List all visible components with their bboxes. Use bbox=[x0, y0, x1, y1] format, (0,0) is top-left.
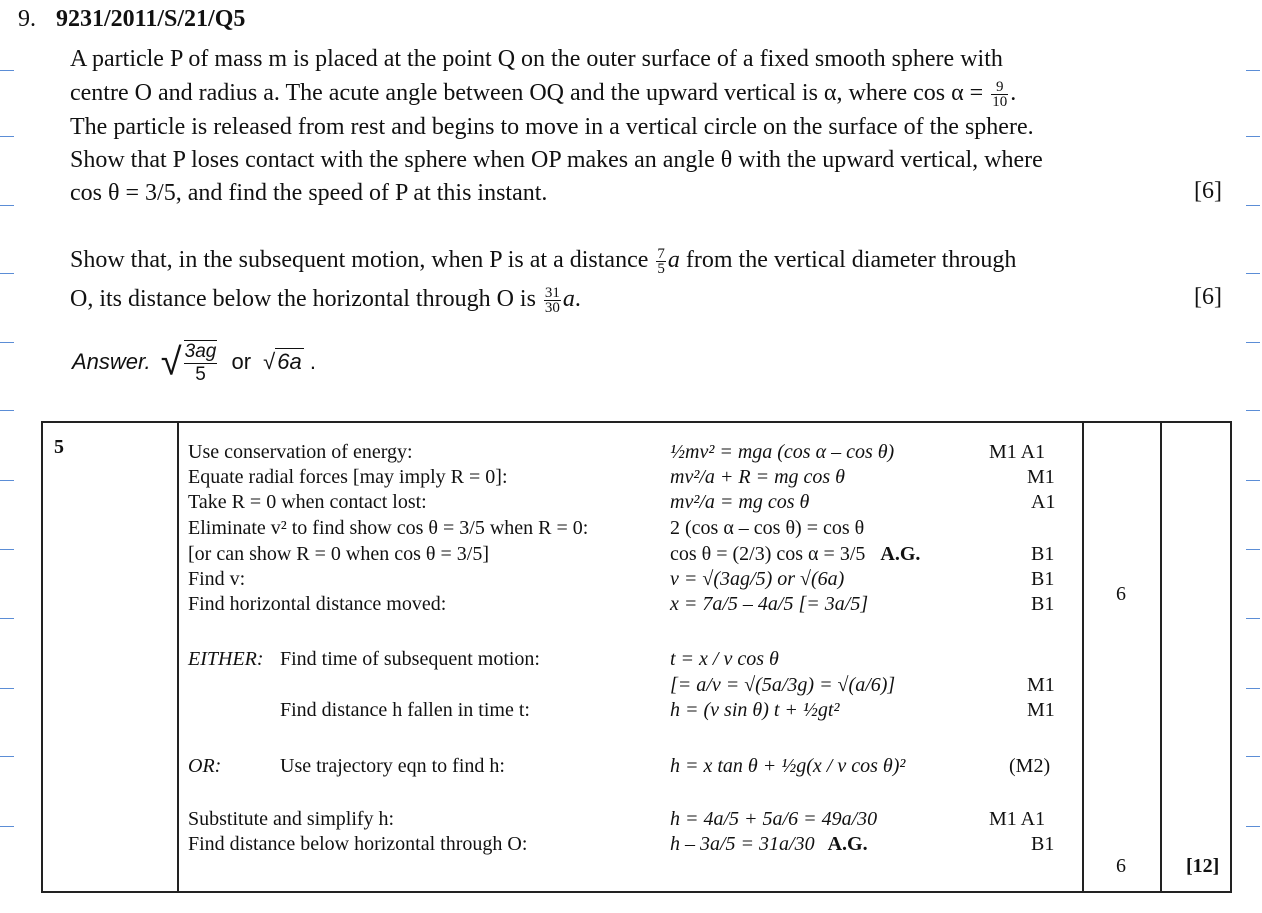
answer-line: Answer. √ $\frac{3ag}{5}$ or √6a . bbox=[72, 341, 316, 385]
ms-mark: M1 A1 bbox=[989, 441, 1046, 463]
question-code: 9231/2011/S/21/Q5 bbox=[56, 6, 246, 32]
ms-work: [= a/v = √(5a/3g) = √(a/6)] bbox=[670, 674, 896, 696]
question-heading bbox=[18, 6, 245, 33]
margin-dash bbox=[0, 205, 14, 206]
subtotal-1: 6 bbox=[1116, 583, 1126, 605]
ms-desc: Take R = 0 when contact lost: bbox=[188, 491, 427, 513]
margin-dash bbox=[0, 410, 14, 411]
part2-marks: [6] bbox=[1194, 284, 1222, 310]
ms-mark: (M2) bbox=[1009, 755, 1051, 777]
ms-mark: B1 bbox=[1031, 593, 1055, 615]
ms-work: mv²/a = mg cos θ bbox=[670, 491, 810, 513]
margin-dash bbox=[1246, 688, 1260, 689]
question-line-2: centre O and radius a. The acute angle between OQ and the upward vertical is α, where cos α = $\frac{9}{10}$ . bbox=[70, 78, 1017, 110]
margin-dash bbox=[0, 688, 14, 689]
question-text: from the vertical diameter through bbox=[685, 247, 1017, 273]
margin-dash bbox=[1246, 205, 1260, 206]
ms-mark: B1 bbox=[1031, 543, 1055, 565]
margin-dash bbox=[0, 70, 14, 71]
margin-dash bbox=[1246, 70, 1260, 71]
ms-work: ½mv² = mga (cos α – cos θ) bbox=[670, 441, 895, 463]
ms-desc: Find time of subsequent motion: bbox=[280, 648, 540, 670]
margin-dash bbox=[0, 826, 14, 827]
margin-dash bbox=[1246, 136, 1260, 137]
question-line-6: Show that, in the subsequent motion, when P is at a distance $\frac{7}{5}$ a from the vertical diameter through bbox=[70, 245, 1017, 277]
ms-desc: Substitute and simplify h: bbox=[188, 808, 395, 830]
margin-dash bbox=[0, 342, 14, 343]
margin-dash bbox=[0, 618, 14, 619]
question-number: 9. bbox=[18, 6, 36, 32]
ms-prefix-either: EITHER: bbox=[188, 648, 264, 670]
ms-desc: [or can show R = 0 when cos θ = 3/5] bbox=[188, 543, 489, 565]
question-text: cos θ = 3/5, and find the speed of P at this instant. bbox=[70, 180, 548, 206]
ms-desc: Find distance h fallen in time t: bbox=[280, 699, 530, 721]
ms-desc: Find v: bbox=[188, 568, 246, 590]
subtotal-cell bbox=[1083, 422, 1161, 892]
subtotal-2: 6 bbox=[1116, 855, 1126, 877]
ms-mark: B1 bbox=[1031, 568, 1055, 590]
margin-dash bbox=[1246, 756, 1260, 757]
question-text: Show that, in the subsequent motion, when P is at a distance bbox=[70, 247, 649, 273]
margin-dash bbox=[1246, 342, 1260, 343]
distance-fraction: $\frac{7}{5}$ bbox=[657, 245, 665, 277]
ms-work: mv²/a + R = mg cos θ bbox=[670, 466, 846, 488]
question-text: Show that P loses contact with the sphere when OP makes an angle θ with the upward vertical, where bbox=[70, 147, 1043, 173]
below-fraction: $\frac{31}{30}$ bbox=[544, 284, 560, 316]
margin-dash bbox=[1246, 549, 1260, 550]
margin-dash bbox=[1246, 480, 1260, 481]
ms-desc: Eliminate v² to find show cos θ = 3/5 when R = 0: bbox=[188, 517, 589, 539]
question-line-5 bbox=[70, 178, 547, 208]
ms-work: h = x tan θ + ½g(x / v cos θ)² bbox=[670, 755, 906, 777]
question-text: O, its distance below the horizontal through O is bbox=[70, 286, 536, 312]
ms-desc: Find horizontal distance moved: bbox=[188, 593, 447, 615]
ms-prefix-or: OR: bbox=[188, 755, 222, 777]
question-text: centre O and radius a. The acute angle between OQ and the upward vertical is α, where cos α = bbox=[70, 80, 984, 106]
ms-work: 2 (cos α – cos θ) = cos θ bbox=[670, 517, 865, 539]
ms-work: h = 4a/5 + 5a/6 = 49a/30 bbox=[670, 808, 878, 830]
markscheme-question-number: 5 bbox=[54, 436, 64, 458]
ms-mark: M1 A1 bbox=[989, 808, 1046, 830]
cos-alpha-fraction: $\frac{9}{10}$ bbox=[992, 78, 1008, 110]
ms-work: cos θ = (2/3) cos α = 3/5 A.G. bbox=[670, 543, 921, 565]
margin-dash bbox=[1246, 618, 1260, 619]
question-line-3 bbox=[70, 112, 1034, 142]
question-number-cell bbox=[42, 422, 178, 892]
ms-mark: A1 bbox=[1031, 491, 1056, 513]
question-text: The particle is released from rest and begins to move in a vertical circle on the surface of the sphere. bbox=[70, 114, 1034, 140]
ms-work: h – 3a/5 = 31a/30 A.G. bbox=[670, 833, 868, 855]
ms-desc: Find distance below horizontal through O: bbox=[188, 833, 528, 855]
answer-or: or bbox=[231, 348, 252, 374]
ms-work: x = 7a/5 – 4a/5 [= 3a/5] bbox=[670, 593, 869, 615]
margin-dash bbox=[0, 136, 14, 137]
ms-work: h = (v sin θ) t + ½gt² bbox=[670, 699, 840, 721]
margin-dash bbox=[0, 549, 14, 550]
total-cell bbox=[1161, 422, 1231, 892]
ms-mark: M1 bbox=[1027, 674, 1055, 696]
margin-dash bbox=[0, 480, 14, 481]
total-marks: [12] bbox=[1186, 855, 1220, 877]
ms-mark: M1 bbox=[1027, 699, 1055, 721]
answer-label: Answer. bbox=[72, 348, 151, 374]
margin-dash bbox=[1246, 826, 1260, 827]
ms-desc: Use conservation of energy: bbox=[188, 441, 413, 463]
question-text: A particle P of mass m is placed at the point Q on the outer surface of a fixed smooth sphere with bbox=[70, 46, 1003, 72]
question-line-1 bbox=[70, 44, 1003, 74]
ms-work: v = √(3ag/5) or √(6a) bbox=[670, 568, 845, 590]
question-line-7: O, its distance below the horizontal through O is $\frac{31}{30}$ a. bbox=[70, 284, 581, 316]
question-line-4 bbox=[70, 145, 1043, 175]
markscheme-table bbox=[41, 421, 1232, 893]
margin-dash bbox=[1246, 273, 1260, 274]
ms-work: t = x / v cos θ bbox=[670, 648, 779, 670]
answer-sqrt-fraction: $\frac{3ag}{5}$ bbox=[184, 341, 217, 385]
ms-desc: Equate radial forces [may imply R = 0]: bbox=[188, 466, 508, 488]
margin-dash bbox=[1246, 410, 1260, 411]
markscheme-content-cell bbox=[178, 422, 1083, 892]
ms-desc: Use trajectory eqn to find h: bbox=[280, 755, 505, 777]
part1-marks: [6] bbox=[1194, 178, 1222, 204]
ms-mark: B1 bbox=[1031, 833, 1055, 855]
margin-dash bbox=[0, 756, 14, 757]
answer-expr2: 6a bbox=[277, 348, 302, 374]
margin-dash bbox=[0, 273, 14, 274]
ms-mark: M1 bbox=[1027, 466, 1055, 488]
